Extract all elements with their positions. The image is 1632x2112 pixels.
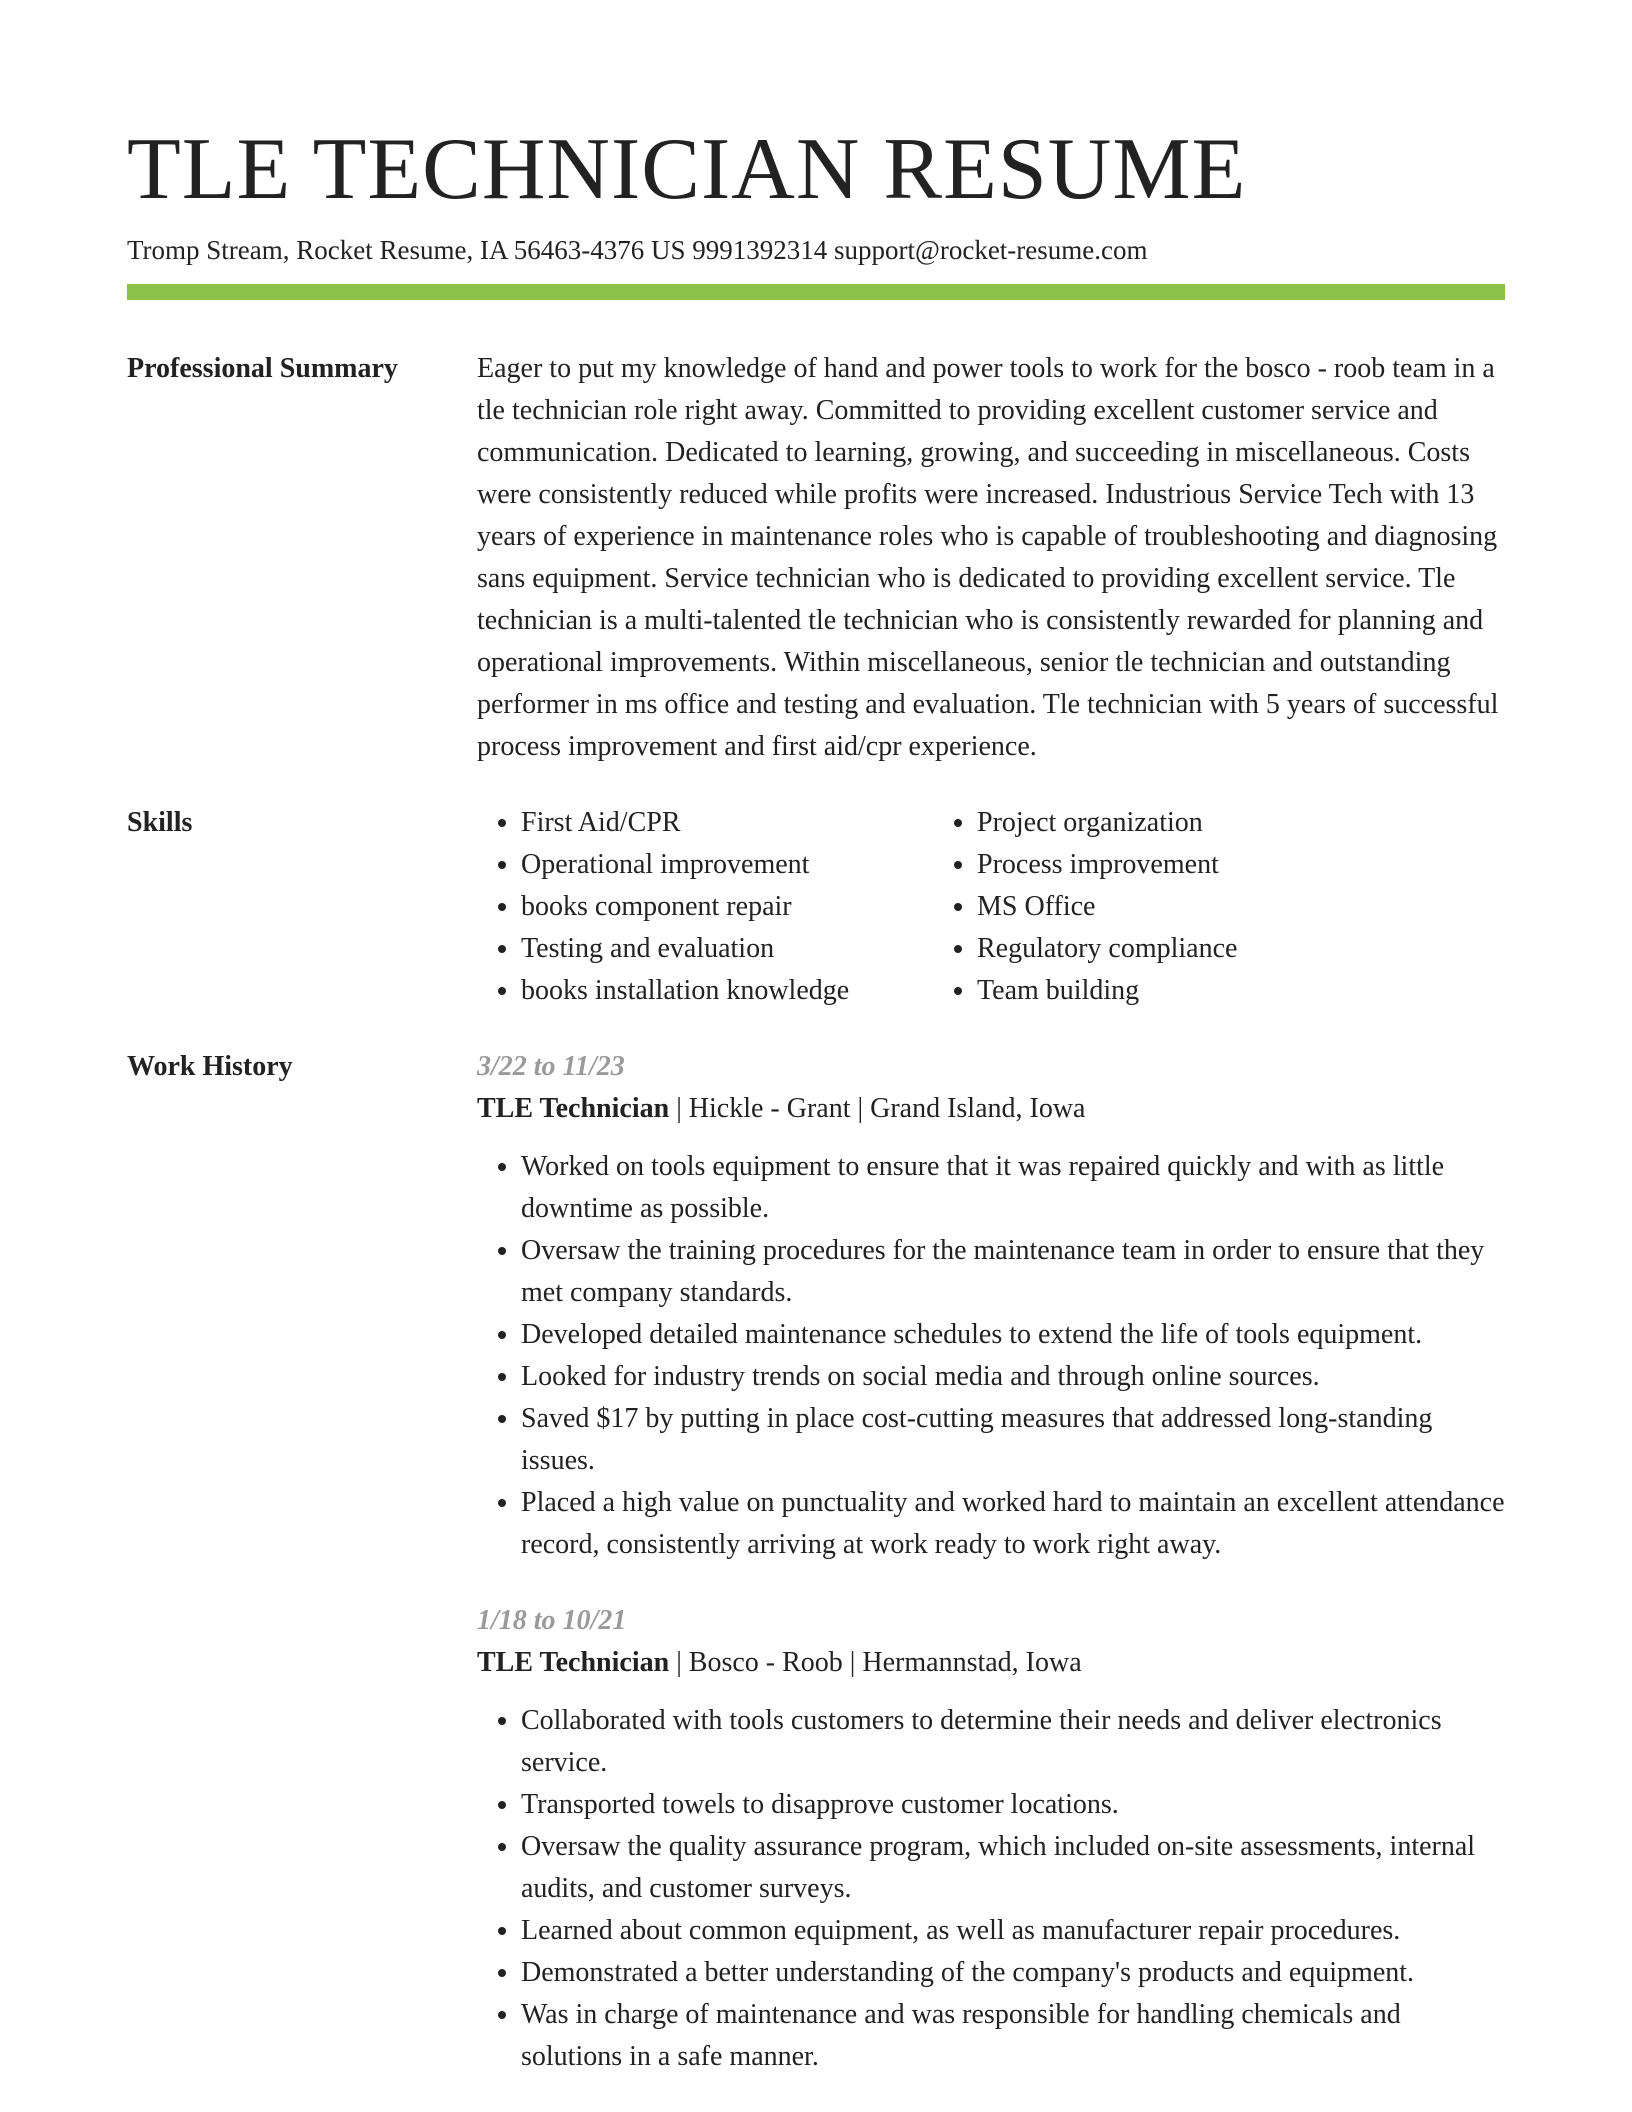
summary-text: Eager to put my knowledge of hand and power tools to work for the bosco - roob team in a tle technician role right away. Committed to providing excellent customer service and communication. Dedicated to learning, growing, and succeeding in miscellaneous. Costs were consistently reduced while profits were increased. Industrious Service Tech with 13 years of experience in maintenance roles who is capable of troubleshooting and diagnosing sans equipment. Service technician who is dedicated to providing excellent service. Tle technician is a multi-talented tle technician who is consistently rewarded for planning and operational improvements. Within miscellaneous, senior tle technician and outstanding performer in ms office and testing and evaluation. Tle technician with 5 years of successful process improvement and first aid/cpr experience. [477,353,1499,762]
skill-item: • Process improvement [977,844,1389,886]
skills-section [127,802,1505,1012]
skills-list-right [933,802,1389,1012]
skill-item: • Testing and evaluation [521,928,933,970]
skill-item: • Project organization [977,802,1389,844]
job-employer-location: | Hickle - Grant | Grand Island, Iowa [669,1093,1086,1124]
summary-section [127,348,1505,768]
job-entry [477,1046,1505,1566]
job-bullet: • Transported towels to disapprove customer locations. [521,1784,1505,1826]
skill-item: • MS Office [977,886,1389,928]
skill-item: • Operational improvement [521,844,933,886]
work-history-body [477,1046,1505,2078]
job-bullet: • Saved $17 by putting in place cost-cutting measures that addressed long-standing issues. [521,1398,1505,1482]
summary-label: Professional Summary [127,353,398,384]
skill-item: • books component repair [521,886,933,928]
skills-label: Skills [127,807,193,838]
job-dates: 1/18 to 10/21 [477,1605,627,1636]
header-divider [127,284,1505,300]
skill-item: • First Aid/CPR [521,802,933,844]
job-title: TLE Technician [477,1647,670,1678]
skill-item: • books installation knowledge [521,970,933,1012]
job-bullet: • Was in charge of maintenance and was responsible for handling chemicals and solutions in a safe manner. [521,1994,1505,2078]
job-bullet: • Developed detailed maintenance schedules to extend the life of tools equipment. [521,1314,1505,1356]
work-history-label: Work History [127,1051,293,1082]
resume-title: TLE TECHNICIAN RESUME [127,121,1247,218]
job-entry [477,1600,1505,2078]
job-bullets [477,1146,1505,1566]
job-heading [477,1642,1505,1684]
job-bullet: • Learned about common equipment, as well as manufacturer repair procedures. [521,1910,1505,1952]
job-title: TLE Technician [477,1093,670,1124]
skill-item: • Team building [977,970,1389,1012]
contact-line: Tromp Stream, Rocket Resume, IA 56463-4376 US 9991392314 support@rocket-resume.com [127,235,1148,265]
job-heading [477,1088,1505,1130]
job-employer-location: | Bosco - Roob | Hermannstad, Iowa [669,1647,1082,1678]
job-bullets [477,1700,1505,2078]
job-dates: 3/22 to 11/23 [477,1051,625,1082]
skills-list-left [477,802,933,1012]
job-bullet: • Worked on tools equipment to ensure that it was repaired quickly and with as little downtime as possible. [521,1146,1505,1230]
job-bullet: • Collaborated with tools customers to determine their needs and deliver electronics service. [521,1700,1505,1784]
summary-body [477,348,1505,768]
skills-body [477,802,1505,1012]
work-history-section [127,1046,1505,2078]
job-bullet: • Looked for industry trends on social media and through online sources. [521,1356,1505,1398]
job-bullet: • Oversaw the training procedures for the maintenance team in order to ensure that they met company standards. [521,1230,1505,1314]
job-bullet: • Demonstrated a better understanding of the company's products and equipment. [521,1952,1505,1994]
job-bullet: • Placed a high value on punctuality and worked hard to maintain an excellent attendance record, consistently arriving at work ready to work right away. [521,1482,1505,1566]
job-bullet: • Oversaw the quality assurance program, which included on-site assessments, internal audits, and customer surveys. [521,1826,1505,1910]
skill-item: • Regulatory compliance [977,928,1389,970]
